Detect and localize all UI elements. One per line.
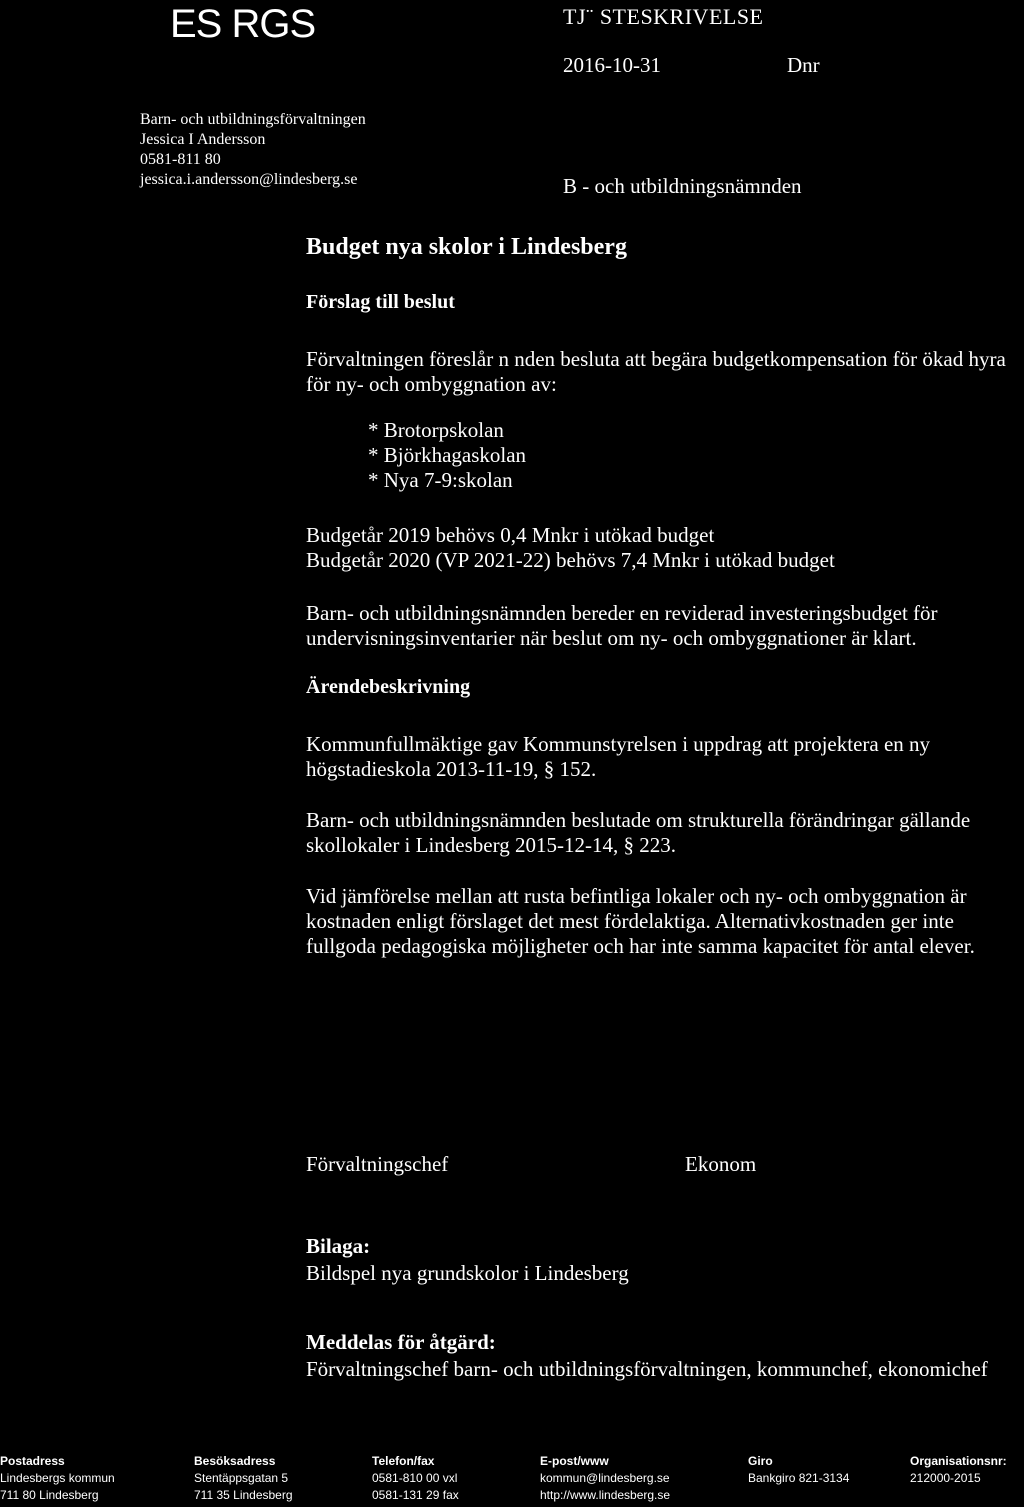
- footer-phone: [372, 1453, 459, 1504]
- footer-heading: E-post/www: [540, 1454, 609, 1468]
- investment-paragraph: Barn- och utbildningsnämnden bereder en reviderad investeringsbudget för undervisningsinventarier när beslut om ny- och ombyggnationer är klart.: [306, 601, 938, 650]
- recipient: B - och utbildningsnämnden: [563, 174, 802, 198]
- footer-line: 711 35 Lindesberg: [194, 1488, 293, 1502]
- notify-text: Förvaltningschef barn- och utbildningsförvaltningen, kommunchef, ekonomichef: [306, 1357, 988, 1381]
- description-paragraph: Vid jämförelse mellan att rusta befintliga lokaler och ny- och ombyggnation är kostnaden enligt förslaget det mest fördelaktiga. Alternativkostnaden ger inte fullgoda pedagogiska möjligheter och har inte samma kapacitet för antal elever.: [306, 884, 975, 958]
- notify-block: [306, 1329, 1006, 1383]
- municipality-logo-text: ES RGS: [170, 2, 316, 46]
- footer-heading: Postadress: [0, 1454, 65, 1468]
- description-paragraph: Kommunfullmäktige gav Kommunstyrelsen i uppdrag att projektera en ny högstadieskola 2013-11-19, § 152.: [306, 732, 931, 781]
- footer-line: 212000-2015: [910, 1471, 981, 1485]
- sender-block: [140, 110, 366, 190]
- budget-lines: [306, 523, 1006, 573]
- footer-heading: Telefon/fax: [372, 1454, 435, 1468]
- diary-number-label: Dnr: [787, 53, 820, 77]
- list-item: * Brotorpskolan: [368, 418, 504, 442]
- footer-giro: [748, 1453, 849, 1487]
- footer-line: Bankgiro 821-3134: [748, 1471, 850, 1485]
- document-date: 2016-10-31: [563, 53, 661, 77]
- description-paragraph: Barn- och utbildningsnämnden beslutade om strukturella förändringar gällande skollokaler i Lindesberg 2015-12-14, § 223.: [306, 808, 971, 857]
- signature-manager: Förvaltningschef: [306, 1152, 449, 1176]
- footer-line: 0581-131 29 fax: [372, 1488, 459, 1502]
- footer-heading: Besöksadress: [194, 1454, 276, 1468]
- footer-line: http://www.lindesberg.se: [540, 1488, 671, 1502]
- footer-org: [910, 1453, 1007, 1487]
- footer-line: Lindesbergs kommun: [0, 1471, 115, 1485]
- list-item: * Björkhagaskolan: [368, 443, 527, 467]
- footer-web: [540, 1453, 670, 1504]
- budget-line-2019: Budgetår 2019 behövs 0,4 Mnkr i utökad budget: [306, 523, 715, 547]
- footer-heading: Organisationsnr:: [910, 1454, 1007, 1468]
- document-title: Budget nya skolor i Lindesberg: [306, 234, 627, 260]
- sender-phone: 0581-811 80: [140, 151, 221, 168]
- description-heading: Ärendebeskrivning: [306, 676, 471, 698]
- budget-line-2020: Budgetår 2020 (VP 2021-22) behövs 7,4 Mnkr i utökad budget: [306, 548, 835, 572]
- document-type: TJ¨ STESKRIVELSE: [563, 4, 764, 29]
- footer-visit: [194, 1453, 293, 1504]
- attachment-block: [306, 1233, 629, 1287]
- footer-line: 711 80 Lindesberg: [0, 1488, 99, 1502]
- footer-line: kommun@lindesberg.se: [540, 1471, 670, 1485]
- notify-label: Meddelas för åtgärd:: [306, 1330, 496, 1354]
- footer-line: Stentäppsgatan 5: [194, 1471, 289, 1485]
- sender-email: jessica.i.andersson@lindesberg.se: [140, 171, 358, 188]
- footer-line: 0581-810 00 vxl: [372, 1471, 458, 1485]
- attachment-text: Bildspel nya grundskolor i Lindesberg: [306, 1261, 629, 1285]
- school-list: [368, 418, 1006, 493]
- footer-heading: Giro: [748, 1454, 773, 1468]
- proposal-intro: Förvaltningen föreslår n nden besluta att begära budgetkompensation för ökad hyra för ny- och ombyggnation av:: [306, 347, 1006, 396]
- attachment-label: Bilaga:: [306, 1234, 371, 1258]
- list-item: * Nya 7-9:skolan: [368, 468, 513, 492]
- footer-postal: [0, 1453, 115, 1504]
- document-body: [306, 235, 1006, 980]
- proposal-heading: Förslag till beslut: [306, 291, 455, 313]
- signature-economist: Ekonom: [685, 1152, 757, 1176]
- sender-name: Jessica I Andersson: [140, 131, 266, 148]
- sender-department: Barn- och utbildningsförvaltningen: [140, 111, 366, 128]
